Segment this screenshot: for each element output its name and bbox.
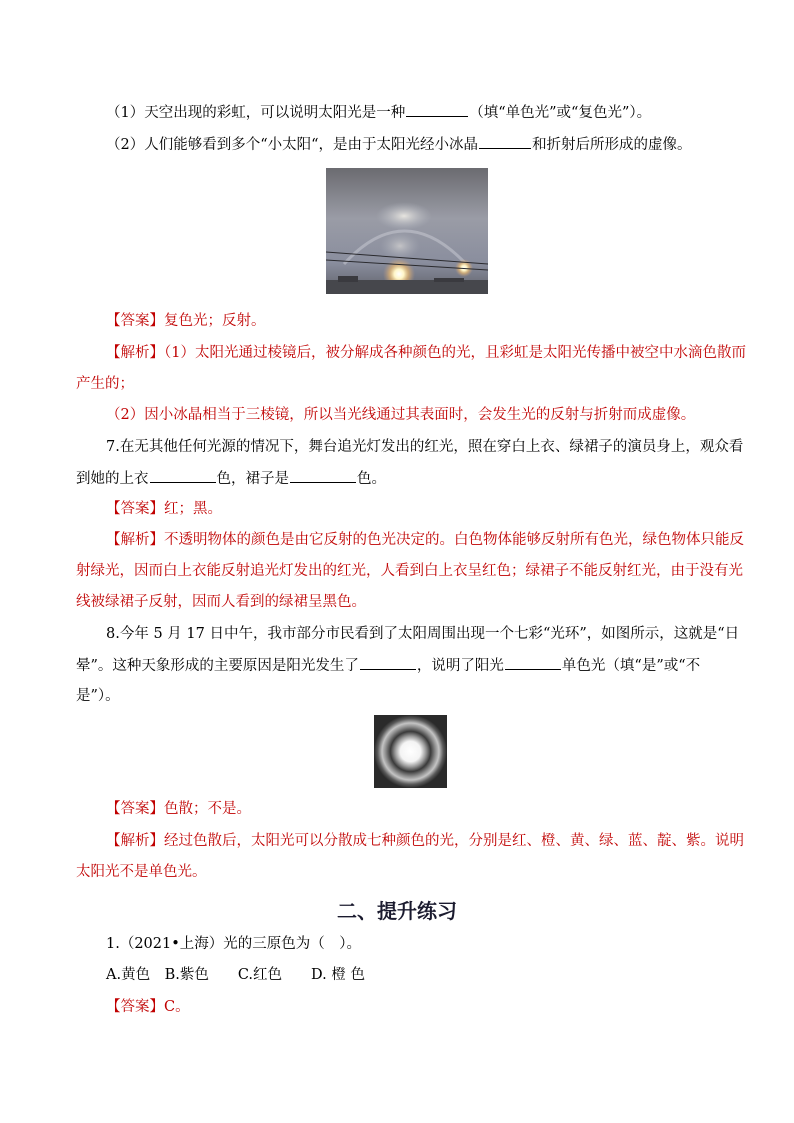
explanation-1-line-1: 【解析】（1）太阳光通过棱镜后，被分解成各种颜色的光，且彩虹是太阳光传播中被空中水滴色散而 (106, 345, 746, 361)
explanation-7-line-1: 【解析】不透明物体的颜色是由它反射的色光决定的。白色物体能够反射所有色光，绿色物体只能反 (106, 532, 744, 548)
explanation-1-line-2: 产生的； (76, 376, 134, 392)
question-8-line-3: 是”）。 (76, 688, 120, 704)
explanation-8-line-2: 太阳光不是单色光。 (76, 864, 207, 880)
answer-blank (150, 468, 216, 483)
explanation-7-line-3: 线被绿裙子反射，因而人看到的绿裙呈黑色。 (76, 594, 366, 610)
answer-8: 【答案】色散；不是。 (106, 801, 251, 817)
answer-1: 【答案】复色光；反射。 (106, 313, 266, 329)
question-8-line-2: 晕”。这种天象形成的主要原因是阳光发生了 ，说明了阳光 单色光（填“是”或“不 (76, 655, 700, 676)
answer-blank (360, 655, 416, 670)
practice-question-1-options: A.黄色 B.紫色 C.红色 D. 橙 色 (106, 967, 365, 983)
explanation-7-line-2: 射绿光，因而白上衣能反射追光灯发出的红光，人看到白上衣呈红色；绿裙子不能反射红光，由于没有光 (76, 563, 743, 579)
practice-answer-1: 【答案】C。 (106, 999, 190, 1015)
practice-question-1: 1.（2021•上海）光的三原色为（ ）。 (106, 936, 362, 952)
explanation-1-line-3: （2）因小冰晶相当于三棱镜，所以当光线通过其表面时，会发生光的反射与折射而成虚像。 (106, 407, 696, 423)
answer-blank (479, 134, 531, 149)
answer-blank (406, 102, 468, 117)
question-8-line-1: 8.今年 5 月 17 日中午，我市部分市民看到了太阳周围出现一个七彩“光环”，如图所示，这就是“日 (106, 626, 740, 642)
question-part-1: （1）天空出现的彩虹，可以说明太阳光是一种 （填“单色光”或“复色光”）。 (106, 102, 651, 123)
section-heading: 二、提升练习 (337, 899, 457, 923)
question-7-line-1: 7.在无其他任何光源的情况下，舞台追光灯发出的红光，照在穿白上衣、绿裙子的演员身上，观众看 (106, 439, 744, 455)
halo-suns-photo (326, 168, 488, 294)
sun-halo-photo (374, 715, 447, 788)
explanation-8-line-1: 【解析】经过色散后，太阳光可以分散成七种颜色的光，分别是红、橙、黄、绿、蓝、靛、紫。说明 (106, 833, 744, 849)
question-part-2: （2）人们能够看到多个“小太阳“，是由于太阳光经小冰晶 和折射后所形成的虚像。 (106, 134, 692, 155)
answer-blank (290, 468, 356, 483)
answer-7: 【答案】红；黑。 (106, 501, 222, 517)
question-7-line-2: 到她的上衣 色，裙子是 色。 (76, 468, 386, 489)
answer-blank (505, 655, 561, 670)
